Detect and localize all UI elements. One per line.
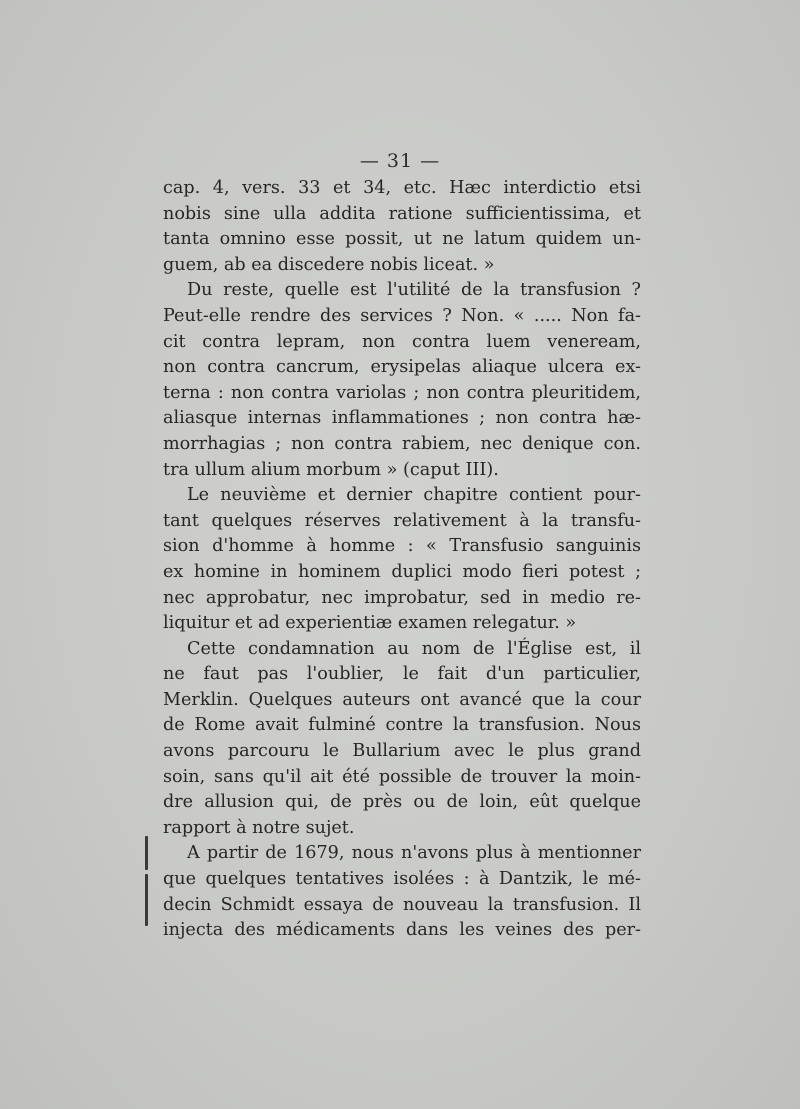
margin-mark [145, 874, 148, 926]
margin-mark [145, 836, 148, 870]
text-line: nobis sine ulla addita ratione sufficientissima, et [163, 203, 641, 224]
text-line: ne faut pas l'oublier, le fait d'un particulier, [163, 664, 641, 685]
text-line: aliasque internas inflammationes ; non contra hæ- [163, 408, 641, 429]
body-text [163, 176, 641, 944]
text-line: decin Schmidt essaya de nouveau la transfusion. Il [163, 894, 641, 915]
text-line: Cette condamnation au nom de l'Église est, il [187, 638, 641, 659]
text-line: Du reste, quelle est l'utilité de la transfusion ? [187, 280, 641, 301]
text-line: terna : non contra variolas ; non contra pleuritidem, [163, 382, 641, 403]
text-line: Merklin. Quelques auteurs ont avancé que la cour [163, 689, 641, 710]
text-line: dre allusion qui, de près ou de loin, eût quelque [163, 792, 641, 813]
text-line: cap. 4, vers. 33 et 34, etc. Hæc interdictio etsi [163, 178, 641, 198]
text-line: morrhagias ; non contra rabiem, nec denique con. [163, 433, 641, 454]
text-line: liquitur et ad experientiæ examen relegatur. » [163, 613, 577, 634]
text-line: de Rome avait fulminé contre la transfusion. Nous [163, 715, 641, 736]
text-line: nec approbatur, nec improbatur, sed in medio re- [163, 587, 641, 608]
page-number: — 31 — [359, 150, 441, 172]
text-line: Peut-elle rendre des services ? Non. « ..... Non fa- [163, 305, 641, 326]
text-line: tra ullum alium morbum » (caput III). [163, 459, 499, 480]
text-line: A partir de 1679, nous n'avons plus à mentionner [187, 843, 641, 864]
text-line: que quelques tentatives isolées : à Dantzik, le mé- [163, 869, 641, 890]
text-line: Le neuvième et dernier chapitre contient pour- [187, 485, 641, 506]
text-line: non contra cancrum, erysipelas aliaque ulcera ex- [163, 357, 641, 378]
text-line: soin, sans qu'il ait été possible de trouver la moin- [163, 766, 641, 787]
text-line: guem, ab ea discedere nobis liceat. » [163, 254, 495, 275]
text-line: avons parcouru le Bullarium avec le plus grand [163, 741, 641, 762]
text-line: ex homine in hominem duplici modo fieri potest ; [163, 561, 641, 582]
text-line: sion d'homme à homme : « Transfusio sanguinis [163, 536, 641, 557]
text-line: cit contra lepram, non contra luem veneream, [163, 331, 641, 352]
text-line: injecta des médicaments dans les veines des per- [163, 920, 641, 941]
text-line: tant quelques réserves relativement à la transfu- [163, 510, 641, 531]
text-line: rapport à notre sujet. [163, 817, 355, 838]
text-line: tanta omnino esse possit, ut ne latum quidem un- [163, 229, 641, 250]
